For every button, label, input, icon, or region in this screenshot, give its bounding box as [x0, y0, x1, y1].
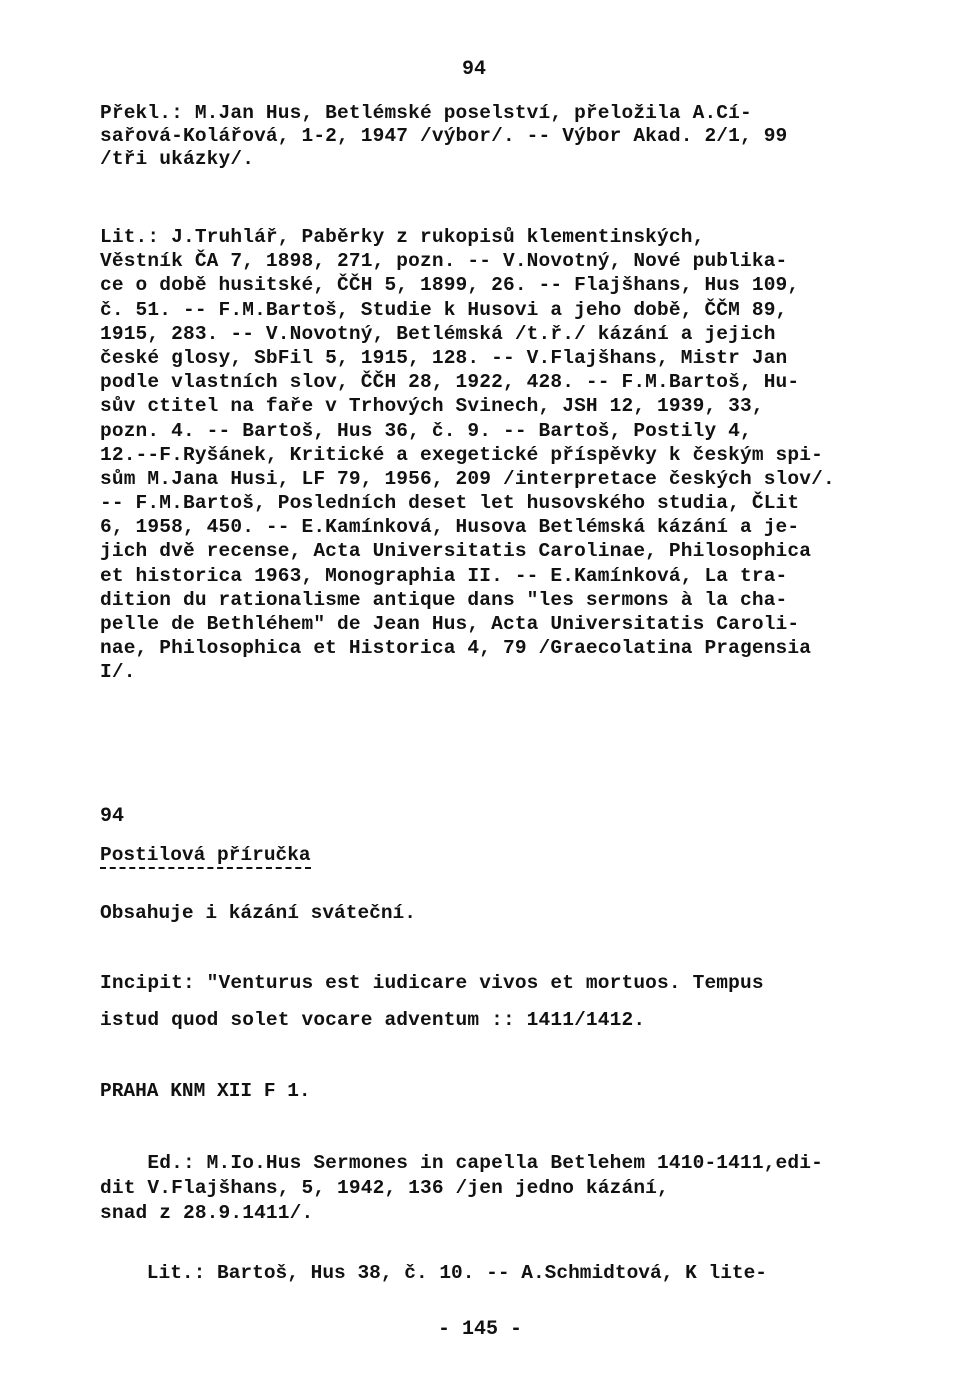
page-number-bottom: - 145 - — [437, 1318, 522, 1341]
literature-line: jich dvě recense, Acta Universitatis Carolinae, Philosophica — [100, 540, 812, 563]
literature-line: 1915, 283. -- V.Novotný, Betlémská /t.ř./ kázání a jejich — [100, 322, 776, 345]
literature-line: sům M.Jana Husi, LF 79, 1956, 209 /interpretace českých slov/. — [100, 467, 835, 490]
literature-line: české glosy, SbFil 5, 1915, 128. -- V.Flajšhans, Mistr Jan — [100, 346, 788, 369]
literature-line: sův ctitel na faře v Trhových Svinech, JSH 12, 1939, 33, — [100, 395, 764, 418]
edition-line: dit V.Flajšhans, 5, 1942, 136 /jen jedno kázání, — [100, 1177, 669, 1199]
manuscript-shelfmark: PRAHA KNM XII F 1. — [100, 1080, 311, 1102]
literature-line: pozn. 4. -- Bartoš, Hus 36, č. 9. -- Bartoš, Postily 4, — [100, 419, 752, 442]
literature-block — [100, 226, 835, 686]
literature-line: et historica 1963, Monographia II. -- E.Kamínková, La tra- — [100, 564, 788, 587]
literature-line: Lit.: J.Truhlář, Paběrky z rukopisů klementinských, — [100, 226, 705, 248]
incipit-line: Incipit: "Venturus est iudicare vivos et mortuos. Tempus — [100, 972, 764, 994]
translation-line: /tři ukázky/. — [100, 148, 255, 170]
entry-title — [100, 844, 311, 869]
translation-line: Překl.: M.Jan Hus, Betlémské poselství, přeložila A.Cí- — [100, 102, 752, 124]
literature-line: podle vlastních slov, ČČH 28, 1922, 428. -- F.M.Bartoš, Hu- — [100, 371, 800, 394]
literature-line: I/. — [100, 661, 136, 684]
literature-line: Věstník ČA 7, 1898, 271, pozn. -- V.Novotný, Nové publika- — [100, 250, 788, 273]
entry-literature: Lit.: Bartoš, Hus 38, č. 10. -- A.Schmidtová, K lite- — [100, 1262, 768, 1284]
literature-line: dition du rationalisme antique dans "les sermons à la cha- — [100, 588, 788, 611]
page-number-top: 94 — [462, 58, 487, 81]
literature-line: nae, Philosophica et Historica 4, 79 /Graecolatina Pragensia — [100, 637, 812, 660]
translation-line: sařová-Kolářová, 1-2, 1947 /výbor/. -- Výbor Akad. 2/1, 99 — [100, 125, 788, 147]
literature-line: pelle de Bethléhem" de Jean Hus, Acta Universitatis Caroli- — [100, 613, 800, 635]
edition-block — [100, 1152, 823, 1227]
edition-line: Ed.: M.Io.Hus Sermones in capella Betlehem 1410-1411,edi- — [100, 1152, 823, 1174]
entry-number: 94 — [100, 805, 125, 828]
entry-description: Obsahuje i kázání sváteční. — [100, 902, 416, 924]
literature-line: ce o době husitské, ČČH 5, 1899, 26. -- Flajšhans, Hus 109, — [100, 274, 800, 297]
translation-block — [100, 102, 787, 171]
literature-line: č. 51. -- F.M.Bartoš, Studie k Husovi a jeho době, ČČM 89, — [100, 298, 788, 321]
edition-line: snad z 28.9.1411/. — [100, 1202, 314, 1224]
entry-title-text: Postilová příručka — [100, 844, 311, 869]
literature-line: 12.--F.Ryšánek, Kritické a exegetické příspěvky k českým spi- — [100, 443, 823, 466]
incipit-line: istud quod solet vocare adventum :: 1411/1412. — [100, 1009, 646, 1031]
literature-line: -- F.M.Bartoš, Posledních deset let husovského studia, ČLit — [100, 492, 800, 515]
incipit-block — [100, 972, 764, 1046]
literature-line: 6, 1958, 450. -- E.Kamínková, Husova Betlémská kázání a je- — [100, 516, 800, 539]
